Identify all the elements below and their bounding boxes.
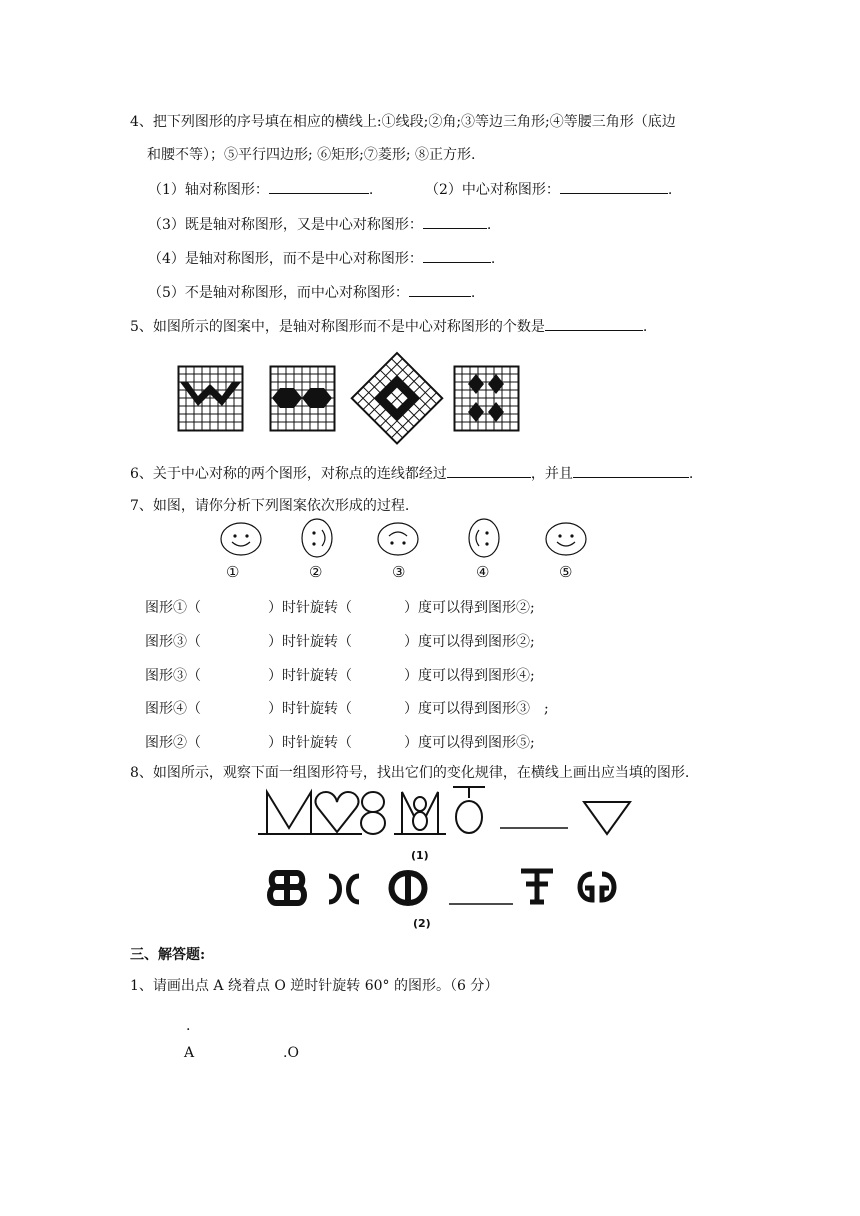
grid-pattern-hexagons — [270, 366, 335, 431]
symbol-cc-icon — [323, 870, 365, 908]
section-title: 三、解答题: — [130, 947, 206, 963]
smiley-face-3-icon — [376, 521, 420, 557]
answer-blank[interactable] — [423, 248, 491, 263]
figure-label-2: ② — [309, 563, 323, 581]
sec3-q1-text: 1、请画出点 A 绕着点 O 逆时针旋转 60° 的图形。（6 分） — [130, 978, 499, 994]
q6-question: 6、关于中心对称的两个图形，对称点的连线都经过 — [130, 466, 447, 482]
point-a-label: A — [184, 1045, 195, 1061]
rotation-row-b: ）时针旋转（ — [268, 668, 352, 684]
smiley-face-1-icon — [219, 521, 263, 557]
q4-sub3: （3）既是轴对称图形，又是中心对称图形： . — [148, 214, 491, 235]
q5-question: 5、如图所示的图案中，是轴对称图形而不是中心对称图形的个数是 — [130, 319, 545, 335]
grid-pattern-w — [178, 366, 243, 431]
rotation-row-b: ）时针旋转（ — [268, 735, 352, 751]
rotation-row-c: ）度可以得到图形②; — [404, 634, 535, 650]
figure-caption-2: (2) — [413, 917, 431, 930]
answer-blank[interactable] — [269, 179, 369, 194]
figure-label-5: ⑤ — [559, 563, 573, 581]
rotation-row-a: 图形③（ — [145, 668, 201, 684]
q7-text: 7、如图，请你分析下列图案依次形成的过程. — [130, 498, 410, 514]
rotation-row-a: 图形④（ — [145, 701, 201, 717]
answer-blank-figure-1[interactable] — [500, 826, 568, 830]
grid-pattern-diamond — [350, 352, 444, 446]
symbol-m-icon — [258, 788, 320, 836]
smiley-face-4-icon — [467, 517, 501, 559]
answer-blank[interactable] — [545, 316, 643, 331]
q4-sub1: （1）轴对称图形： . — [148, 179, 373, 200]
symbol-f-mirror-icon — [517, 866, 557, 906]
rotation-row-a: 图形①（ — [145, 600, 201, 616]
symbol-m-eight-icon — [394, 788, 446, 836]
symbol-d-mirror-icon — [382, 868, 434, 908]
q4-sub4: （4）是轴对称图形，而不是中心对称图形： . — [148, 248, 495, 269]
q5-text: 5、如图所示的图案中，是轴对称图形而不是中心对称图形的个数是 . — [130, 316, 647, 337]
symbol-g-mirror-icon — [574, 868, 620, 906]
rotation-row-b: ）时针旋转（ — [268, 701, 352, 717]
grid-pattern-four-diamonds — [454, 366, 519, 431]
q4-sub4-text: （4）是轴对称图形，而不是中心对称图形： — [148, 251, 423, 267]
smiley-face-2-icon — [300, 517, 334, 559]
figure-caption-1: (1) — [411, 849, 429, 862]
figure-label-4: ④ — [476, 563, 490, 581]
rotation-row-c: ）度可以得到图形②; — [404, 600, 535, 616]
symbol-zero-top-icon — [448, 784, 490, 836]
q8-text: 8、如图所示，观察下面一组图形符号，找出它们的变化规律，在横线上画出应当填的图形. — [130, 765, 690, 781]
rotation-row-a: 图形③（ — [145, 634, 201, 650]
symbol-eight-icon — [357, 790, 389, 836]
answer-blank[interactable] — [573, 463, 689, 478]
answer-blank[interactable] — [560, 179, 668, 194]
q4-sub5: （5）不是轴对称图形，而中心对称图形： . — [148, 282, 475, 303]
q4-sub2: （2）中心对称图形： . — [425, 179, 672, 200]
rotation-row-b: ）时针旋转（ — [268, 600, 352, 616]
symbol-heart-icon — [312, 788, 362, 836]
q4-sub3-text: （3）既是轴对称图形，又是中心对称图形： — [148, 217, 423, 233]
symbol-down-triangle-icon — [582, 800, 632, 836]
answer-blank-figure-2[interactable] — [449, 902, 513, 906]
figure-label-3: ③ — [392, 563, 406, 581]
rotation-row-c: ）度可以得到图形⑤; — [404, 735, 535, 751]
rotation-row-c: ）度可以得到图形④; — [404, 668, 535, 684]
point-a-dot: . — [186, 1018, 191, 1034]
rotation-row-c: ）度可以得到图形③ ; — [404, 701, 549, 717]
q4-line2: 和腰不等）；⑤平行四边形; ⑥矩形;⑦菱形; ⑧正方形. — [147, 147, 476, 163]
smiley-face-5-icon — [544, 521, 588, 557]
q4-sub2-text: （2）中心对称图形： — [425, 182, 560, 198]
q4-sub5-text: （5）不是轴对称图形，而中心对称图形： — [148, 285, 409, 301]
q4-line1: 4、把下列图形的序号填在相应的横线上:①线段;②角;③等边三角形;④等腰三角形（底边 — [130, 114, 676, 130]
q6-mid: ，并且 — [530, 466, 573, 482]
rotation-row-b: ）时针旋转（ — [268, 634, 352, 650]
answer-blank[interactable] — [447, 463, 531, 478]
rotation-row-a: 图形②（ — [145, 735, 201, 751]
figure-label-1: ① — [226, 563, 240, 581]
point-o-label: .O — [283, 1045, 299, 1061]
q4-sub1-text: （1）轴对称图形： — [148, 182, 269, 198]
q6-text: 6、关于中心对称的两个图形，对称点的连线都经过 ，并且 . — [130, 463, 693, 484]
symbol-b-mirror-icon — [267, 868, 307, 908]
answer-blank[interactable] — [423, 214, 487, 229]
answer-blank[interactable] — [409, 282, 471, 297]
